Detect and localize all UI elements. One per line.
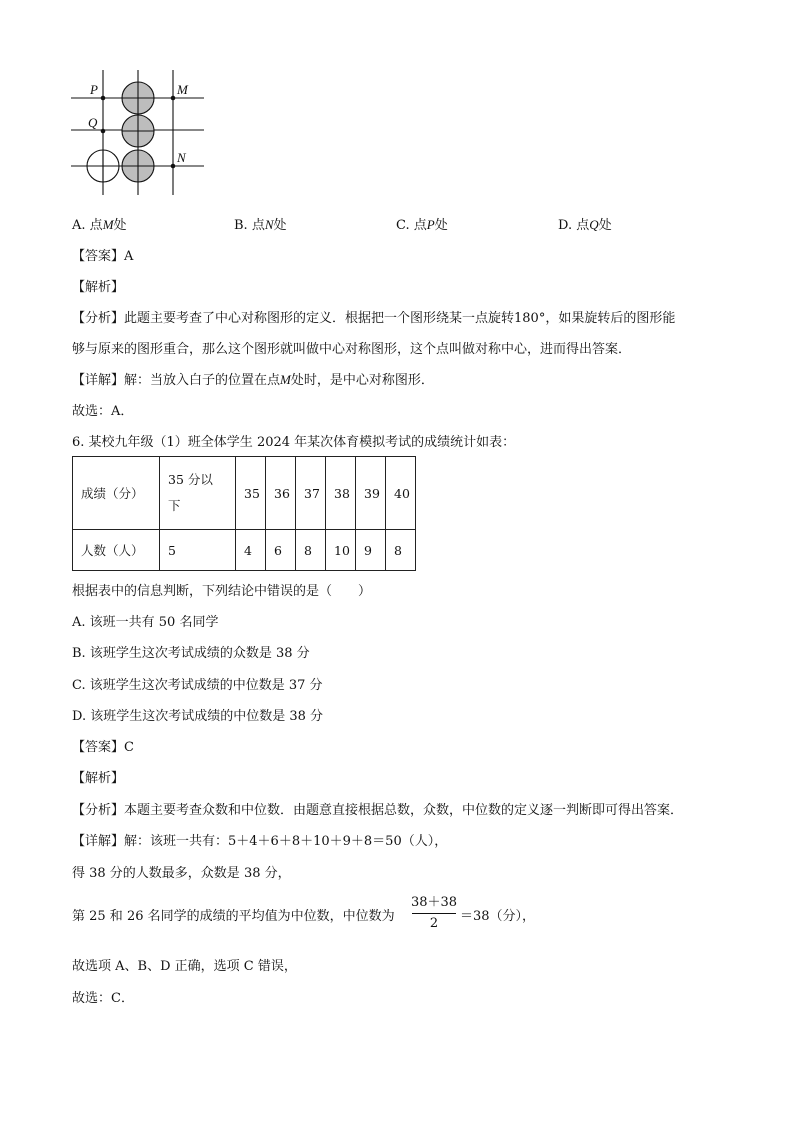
q5-option-b: B. 点N处 [234,217,287,233]
table-cell-score: 40 [386,457,416,530]
table-cell-count: 10 [326,530,356,571]
board-figure [68,70,218,200]
q5-answer: 【答案】A [72,249,134,264]
q6-detail-3-pre: 第 25 和 26 名同学的成绩的平均值为中位数，中位数为 [72,909,395,924]
q6-question: 根据表中的信息判断，下列结论中错误的是（ ） [72,584,372,599]
median-fraction [410,894,458,933]
q5-fenxi-2: 够与原来的图形重合，那么这个图形就叫做中心对称图形，这个点叫做对称中心，进而得出答案． [72,342,632,357]
point-q-dot [101,129,106,134]
q6-option-a: A. 该班一共有 50 名同学 [72,615,219,630]
q6-answer: 【答案】C [72,740,134,755]
label-m: M [177,82,188,97]
table-cell-count: 6 [266,530,296,571]
q6-option-d: D. 该班学生这次考试成绩的中位数是 38 分 [72,709,324,724]
table-cell-below35: 35 分以 下 [160,457,236,530]
q6-detail-4: 故选项 A、B、D 正确，选项 C 错误， [72,959,297,974]
q5-fenxi-1: 【分析】此题主要考查了中心对称图形的定义．根据把一个图形绕某一点旋转180°，如果旋转后的图形能 [72,311,676,326]
score-table-row-counts [73,530,416,571]
table-cell-count: 8 [386,530,416,571]
q6-option-c: C. 该班学生这次考试成绩的中位数是 37 分 [72,678,323,693]
score-table [72,456,416,571]
point-p-dot [101,96,106,101]
label-p: P [90,82,98,97]
table-cell-score: 35 [236,457,266,530]
q6-option-b: B. 该班学生这次考试成绩的众数是 38 分 [72,646,310,661]
q6-detail-1: 【详解】解：该班一共有：5＋4＋6＋8＋10＋9＋8＝50（人）， [72,834,448,849]
fraction-denominator: 2 [429,916,439,931]
q5-analysis-tag: 【解析】 [72,280,125,295]
table-cell-score: 36 [266,457,296,530]
table-cell-count: 8 [296,530,326,571]
table-cell-count: 4 [236,530,266,571]
q5-option-a: A. 点M处 [72,217,127,233]
fraction-bar [412,913,456,914]
q5-option-c: C. 点P处 [396,217,448,233]
q6-detail-3-post: ＝38（分）， [460,909,536,924]
table-header-score: 成绩（分） [73,457,160,530]
q5-detail: 【详解】解：当放入白子的位置在点M处时，是中心对称图形． [72,372,434,388]
score-table-row-scores [73,457,416,530]
table-cell-score: 38 [326,457,356,530]
q6-stem: 6. 某校九年级（1）班全体学生 2024 年某次体育模拟考试的成绩统计如表： [72,435,516,450]
table-header-count: 人数（人） [73,530,160,571]
q6-analysis-tag: 【解析】 [72,771,125,786]
q6-detail-2: 得 38 分的人数最多，众数是 38 分， [72,866,291,881]
table-cell-score: 37 [296,457,326,530]
q5-option-d: D. 点Q处 [558,217,612,233]
q5-choose: 故选：A． [72,404,134,419]
table-cell-count: 5 [160,530,236,571]
point-n-dot [171,164,176,169]
table-cell-count: 9 [356,530,386,571]
fraction-numerator: 38＋38 [410,895,458,910]
label-q: Q [88,115,98,130]
q6-fenxi: 【分析】本题主要考查众数和中位数．由题意直接根据总数，众数，中位数的定义逐一判断即可得出答案． [72,803,684,818]
point-m-dot [171,96,176,101]
label-n: N [177,150,186,165]
q6-choose: 故选：C． [72,991,134,1006]
table-cell-score: 39 [356,457,386,530]
